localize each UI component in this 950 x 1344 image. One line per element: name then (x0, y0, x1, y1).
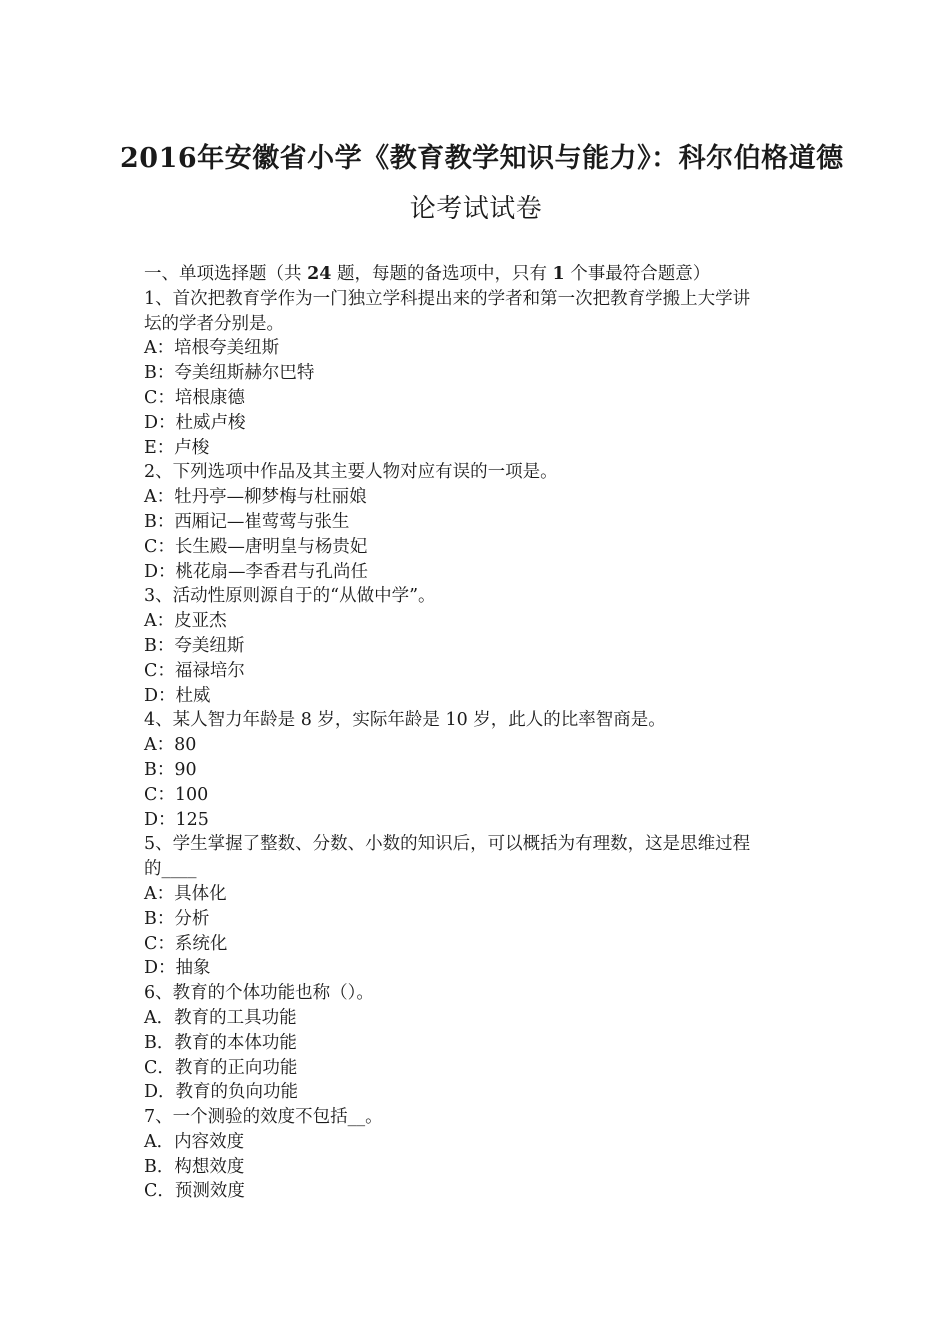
text-line: D：抽象 (144, 958, 211, 979)
section-heading-middle: 题，每题的备选项中，只有 (331, 264, 553, 284)
text-line: 的____ (144, 859, 197, 880)
text-line: C．预测效度 (144, 1181, 245, 1202)
section-heading-suffix: 个事最符合题意） (564, 264, 711, 284)
text-line: A：培根夸美纽斯 (144, 338, 280, 359)
question-list (144, 287, 814, 1204)
text-line: C．教育的正向功能 (144, 1057, 298, 1078)
document-title-line-1: 2016年安徽省小学《教育教学知识与能力》：科尔伯格道德 (120, 143, 844, 174)
text-line: A．教育的工具功能 (144, 1007, 297, 1028)
section-heading-prefix: 一、单项选择题（共 (144, 264, 308, 284)
text-line: A：皮亚杰 (144, 611, 227, 632)
text-line: D：杜威 (144, 685, 211, 706)
text-line: A：80 (144, 735, 197, 756)
text-line: B：分析 (144, 908, 210, 929)
question-count: 24 (307, 264, 332, 284)
document-title-line-2: 论考试试卷 (409, 194, 543, 224)
text-line: 坛的学者分别是。 (144, 313, 284, 334)
text-line: B：西厢记—崔莺莺与张生 (144, 511, 350, 532)
text-line: A．内容效度 (144, 1131, 245, 1152)
correct-option-count: 1 (552, 264, 565, 284)
text-line: 2、下列选项中作品及其主要人物对应有误的一项是。 (144, 462, 558, 483)
text-line: 7、一个测验的效度不包括__。 (144, 1107, 383, 1128)
text-line: A：牡丹亭—柳梦梅与杜丽娘 (144, 487, 367, 508)
text-line: 4、某人智力年龄是 8 岁，实际年龄是 10 岁，此人的比率智商是。 (144, 710, 666, 731)
text-line: 3、活动性原则源自于的“从做中学”。 (144, 586, 436, 607)
text-line: D：桃花扇—李香君与孔尚任 (144, 561, 369, 582)
text-line: C：100 (144, 784, 209, 805)
text-line: B：夸美纽斯 (144, 635, 245, 656)
text-line: 5、学生掌握了整数、分数、小数的知识后，可以概括为有理数，这是思维过程 (144, 834, 751, 855)
text-line: D．教育的负向功能 (144, 1082, 299, 1103)
text-line: D：杜威卢梭 (144, 412, 246, 433)
text-line: C：系统化 (144, 933, 228, 954)
document-body (144, 262, 814, 1204)
text-line: E：卢梭 (144, 437, 210, 458)
text-line: B．构想效度 (144, 1156, 245, 1177)
text-line: 6、教育的个体功能也称（）。 (144, 983, 374, 1004)
text-line: A：具体化 (144, 883, 227, 904)
text-line: B．教育的本体功能 (144, 1032, 297, 1053)
section-heading (144, 262, 814, 287)
text-line: 1、首次把教育学作为一门独立学科提出来的学者和第一次把教育学搬上大学讲 (144, 288, 751, 309)
text-line: B：夸美纽斯赫尔巴特 (144, 363, 315, 384)
text-line: B：90 (144, 759, 197, 780)
text-line: C：长生殿—唐明皇与杨贵妃 (144, 536, 368, 557)
text-line: C：培根康德 (144, 387, 245, 408)
text-line: C：福禄培尔 (144, 660, 245, 681)
text-line: D：125 (144, 809, 209, 830)
